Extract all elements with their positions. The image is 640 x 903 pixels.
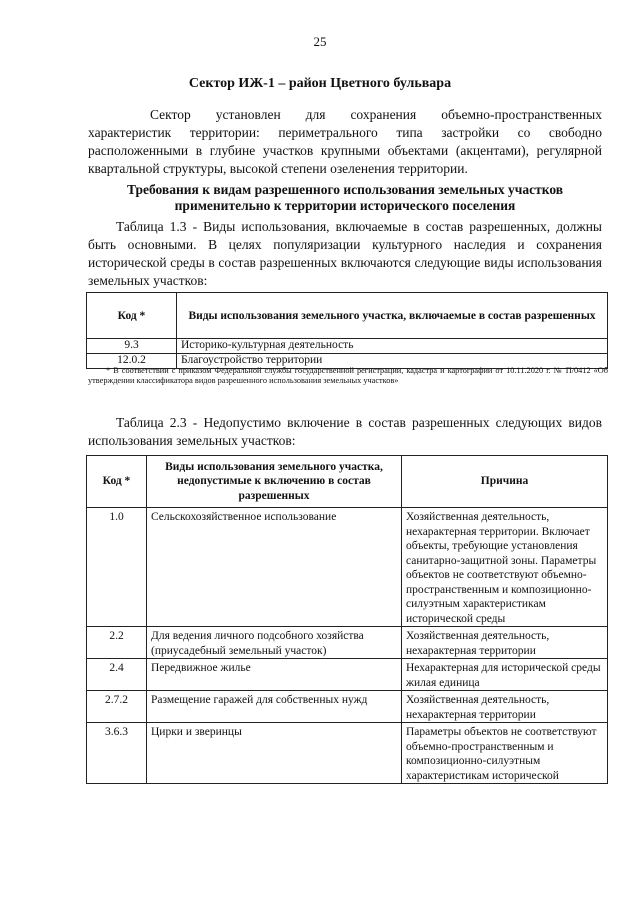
table2-code: 1.0 [87, 508, 147, 627]
table2-reason: Параметры объектов не соответствуют объемно-пространственным и композиционно-силуэтным характеристикам исторической [402, 723, 608, 784]
table-row [87, 339, 608, 354]
table2-code: 2.4 [87, 659, 147, 691]
table2-use: Цирки и зверинцы [147, 723, 402, 784]
table1-intro: Таблица 1.3 - Виды использования, включаемые в состав разрешенных, должны быть основными. В целях популяризации культурного наследия и сохранения исторической среды в состав разрешенных включаются следующие виды использования земельных участков: [88, 219, 602, 288]
sector-title: Сектор ИЖ-1 – район Цветного бульвара [188, 76, 452, 91]
table2-use: Передвижное жилье [147, 659, 402, 691]
table2-header-code: Код * [87, 456, 147, 508]
table-row [87, 691, 608, 723]
footnote: * В соответствии с приказом Федеральной службы государственной регистрации, кадастра и картографии от 10.11.2020 г. № П/0412 «Об утверждении классификатора видов разрешенного использования земельных участков» [88, 366, 608, 385]
table2-use: Для ведения личного подсобного хозяйства (приусадебный земельный участок) [147, 627, 402, 659]
requirements-heading: Требования к видам разрешенного использования земельных участков применительно к территории исторического поселения [126, 182, 564, 213]
table2-code: 2.7.2 [87, 691, 147, 723]
table2-header-use: Виды использования земельного участка, недопустимые к включению в состав разрешенных [147, 456, 402, 508]
table2-use: Размещение гаражей для собственных нужд [147, 691, 402, 723]
permitted-uses-table [86, 292, 608, 369]
table-row [87, 508, 608, 627]
table1-code: 12.0.2 [87, 354, 177, 369]
table2-intro: Таблица 2.3 - Недопустимо включение в состав разрешенных следующих видов использования земельных участков: [88, 415, 602, 448]
table2-code: 3.6.3 [87, 723, 147, 784]
table-row [87, 659, 608, 691]
page-number: 25 [313, 34, 327, 49]
table2-reason: Хозяйственная деятельность, нехарактерная территории. Включает объекты, требующие установления санитарно-защитной зоны. Параметры объектов не соответствуют объемно-пространственным и композиционно-силуэтным характеристикам исторической среды [402, 508, 608, 627]
table-row [87, 627, 608, 659]
table2-code: 2.2 [87, 627, 147, 659]
table-row [87, 723, 608, 784]
prohibited-uses-table [86, 455, 608, 784]
table1-header-code: Код * [87, 293, 177, 339]
table1-use: Благоустройство территории [177, 354, 608, 369]
sector-description: Сектор установлен для сохранения объемно-пространственных характеристик территории: периметрального типа застройки со свободно расположенными в глубине участков крупными объектами (акцентами), регулярной квартальной структуры, высокой степени озеленения территории. [88, 107, 602, 176]
table1-header-use: Виды использования земельного участка, включаемые в состав разрешенных [177, 293, 608, 339]
table1-code: 9.3 [87, 339, 177, 354]
table2-reason: Нехарактерная для исторической среды жилая единица [402, 659, 608, 691]
table2-reason: Хозяйственная деятельность, нехарактерная территории [402, 691, 608, 723]
table2-use: Сельскохозяйственное использование [147, 508, 402, 627]
table2-reason: Хозяйственная деятельность, нехарактерная территории [402, 627, 608, 659]
table2-header-reason: Причина [402, 456, 608, 508]
table1-use: Историко-культурная деятельность [177, 339, 608, 354]
